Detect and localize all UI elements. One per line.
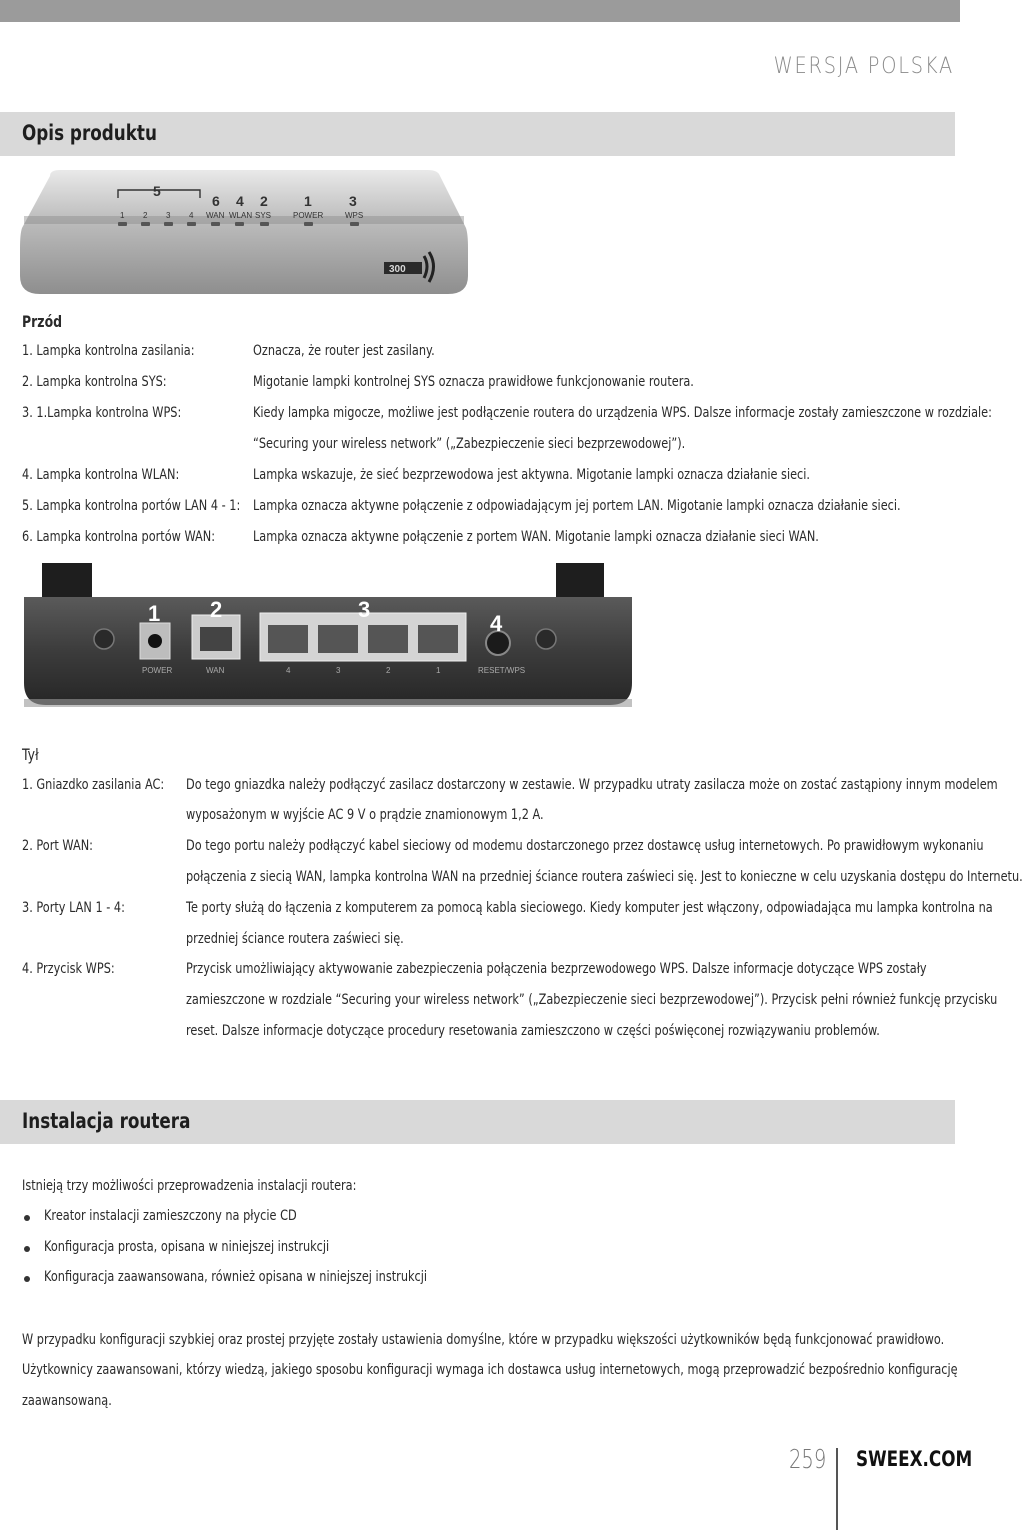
front-item-4-label: 4. Lampka kontrolna WLAN:	[22, 467, 180, 483]
back-item-3-desc-cont: przedniej ściance routera zaświeci się.	[186, 931, 404, 947]
site-name: SWEEX.COM	[856, 1447, 973, 1471]
install-paragraph-line-1: W przypadku konfiguracji szybkiej oraz prostej przyjęte zostały ustawienia domyślne, które w przypadku większości użytkowników będą funkcjonować prawidłowo.	[22, 1332, 945, 1348]
lan-port-2	[368, 625, 408, 653]
back-label-power: POWER	[142, 666, 173, 675]
router-back-image	[20, 563, 636, 713]
front-item-3-label: 3. 1.Lampka kontrolna WPS:	[22, 405, 182, 421]
lan-port-1	[418, 625, 458, 653]
back-item-4-desc: Przycisk umożliwiający aktywowanie zabezpieczenia połączenia bezprzewodowego WPS. Dalsze informacje dotyczące WPS zostały	[186, 961, 927, 977]
front-number-6: 6	[212, 193, 220, 209]
front-label-3: 3	[166, 211, 171, 220]
back-item-3-label: 3. Porty LAN 1 - 4:	[22, 900, 125, 916]
back-label-lan-2: 2	[386, 666, 391, 675]
front-label-sys: SYS	[255, 211, 272, 220]
bullet-dot	[24, 1215, 30, 1221]
front-item-1-desc: Oznacza, że router jest zasilany.	[253, 343, 435, 359]
back-item-2-desc: Do tego portu należy podłączyć kabel sieciowy od modemu dostarczonego przez dostawcę usług internetowych. Po prawidłowym wykonaniu	[186, 838, 984, 854]
led-sys	[260, 222, 269, 226]
front-item-6-label: 6. Lampka kontrolna portów WAN:	[22, 529, 216, 545]
front-number-2: 2	[260, 193, 268, 209]
router-back-base	[24, 699, 632, 707]
front-label-4: 4	[189, 211, 194, 220]
front-item-5-desc: Lampka oznacza aktywne połączenie z odpowiadającym jej portem LAN. Migotanie lampki oznacza działanie sieci.	[253, 498, 901, 514]
front-item-3-desc: Kiedy lampka migocze, możliwe jest podłączenie routera do urządzenia WPS. Dalsze informacje zostały zamieszczone w rozdziale:	[253, 405, 992, 421]
front-label-wps: WPS	[345, 211, 364, 220]
back-item-1-label: 1. Gniazdko zasilania AC:	[22, 777, 165, 793]
back-label-reset-wps: RESET/WPS	[478, 666, 526, 675]
led-lan-1	[118, 222, 127, 226]
front-item-3-desc-cont: “Securing your wireless network” („Zabezpieczenie sieci bezprzewodowej”).	[253, 436, 686, 452]
front-label-1: 1	[120, 211, 125, 220]
section-header-installation	[0, 1100, 955, 1144]
back-item-1-desc-cont: wyposażonym w wyjście AC 9 V o prądzie znamionowym 1,2 A.	[186, 807, 544, 823]
page-number: 259	[789, 1445, 827, 1475]
front-label-wan: WAN	[206, 211, 225, 220]
power-jack-hole	[148, 634, 162, 648]
install-option-1: Kreator instalacji zamieszczony na płycie CD	[44, 1208, 297, 1224]
led-lan-3	[164, 222, 173, 226]
footer-divider	[836, 1448, 838, 1530]
front-item-2-label: 2. Lampka kontrolna SYS:	[22, 374, 167, 390]
section-title: Instalacja routera	[22, 1109, 191, 1133]
router-front-image	[20, 168, 468, 296]
top-bar	[0, 0, 960, 22]
led-wlan	[235, 222, 244, 226]
back-item-2-desc-cont: połączenia z siecią WAN, lampka kontrolna WAN na przedniej ściance routera zaświeci się. Jest to konieczne w celu uzyskania dostępu do Internetu.	[186, 869, 1023, 885]
antenna-connector-right	[536, 629, 556, 649]
back-number-3: 3	[358, 597, 371, 622]
front-item-2-desc: Migotanie lampki kontrolnej SYS oznacza prawidłowe funkcjonowanie routera.	[253, 374, 694, 390]
front-label-power: POWER	[293, 211, 324, 220]
section-header-product	[0, 112, 955, 156]
front-heading: Przód	[22, 312, 63, 331]
install-paragraph-line-3: zaawansowaną.	[22, 1393, 112, 1409]
antenna-connector-left	[94, 629, 114, 649]
wan-port-socket	[200, 627, 232, 651]
led-wan	[211, 222, 220, 226]
lan-port-4	[268, 625, 308, 653]
back-number-4: 4	[490, 611, 503, 636]
front-item-5-label: 5. Lampka kontrolna portów LAN 4 - 1:	[22, 498, 241, 514]
install-paragraph-line-2: Użytkownicy zaawansowani, którzy wiedzą, jakiego sposobu konfiguracji wymaga ich dostawca usług internetowych, mogą przeprowadzić bezpośrednio konfigurację	[22, 1362, 958, 1378]
back-number-1: 1	[148, 601, 161, 626]
section-title: Opis produktu	[22, 121, 157, 145]
back-item-4-desc-cont-2: reset. Dalsze informacje dotyczące procedury resetowania zamieszczono w części poświęconej rozwiązywaniu problemów.	[186, 1023, 880, 1039]
back-item-4-label: 4. Przycisk WPS:	[22, 961, 115, 977]
back-item-2-label: 2. Port WAN:	[22, 838, 93, 854]
front-item-6-desc: Lampka oznacza aktywne połączenie z portem WAN. Migotanie lampki oznacza działanie sieci WAN.	[253, 529, 819, 545]
back-label-wan: WAN	[206, 666, 225, 675]
front-number-1: 1	[304, 193, 312, 209]
led-lan-4	[187, 222, 196, 226]
back-number-2: 2	[210, 597, 223, 622]
back-label-lan-4: 4	[286, 666, 291, 675]
back-item-1-desc: Do tego gniazdka należy podłączyć zasilacz dostarczony w zestawie. W przypadku utraty zasilacza może on zostać zastąpiony innym modelem	[186, 777, 998, 793]
led-power	[304, 222, 313, 226]
install-intro: Istnieją trzy możliwości przeprowadzenia instalacji routera:	[22, 1178, 357, 1194]
router-front-body	[20, 170, 468, 294]
back-label-lan-1: 1	[436, 666, 441, 675]
front-item-1-label: 1. Lampka kontrolna zasilania:	[22, 343, 195, 359]
led-lan-2	[141, 222, 150, 226]
logo-text: 300	[389, 264, 406, 275]
led-wps	[350, 222, 359, 226]
install-option-2: Konfiguracja prosta, opisana w niniejszej instrukcji	[44, 1239, 330, 1255]
bullet-dot	[24, 1246, 30, 1252]
language-label: WERSJA POLSKA	[773, 54, 954, 79]
bullet-dot	[24, 1276, 30, 1282]
back-label-lan-3: 3	[336, 666, 341, 675]
back-item-3-desc: Te porty służą do łączenia z komputerem za pomocą kabla sieciowego. Kiedy komputer jest włączony, odpowiadająca mu lampka kontrolna na	[186, 900, 993, 916]
front-label-2: 2	[143, 211, 148, 220]
front-number-5: 5	[153, 183, 161, 199]
front-label-wlan: WLAN	[229, 211, 253, 220]
back-item-4-desc-cont: zamieszczone w rozdziale “Securing your wireless network” („Zabezpieczenie sieci bezprzewodowej”). Przycisk pełni również funkcję przycisku	[186, 992, 998, 1008]
install-option-3: Konfiguracja zaawansowana, również opisana w niniejszej instrukcji	[44, 1269, 428, 1285]
front-item-4-desc: Lampka wskazuje, że sieć bezprzewodowa jest aktywna. Migotanie lampki oznacza działanie sieci.	[253, 467, 811, 483]
front-number-4: 4	[236, 193, 244, 209]
back-heading: Tył	[22, 745, 39, 764]
front-number-3: 3	[349, 193, 357, 209]
lan-port-3	[318, 625, 358, 653]
